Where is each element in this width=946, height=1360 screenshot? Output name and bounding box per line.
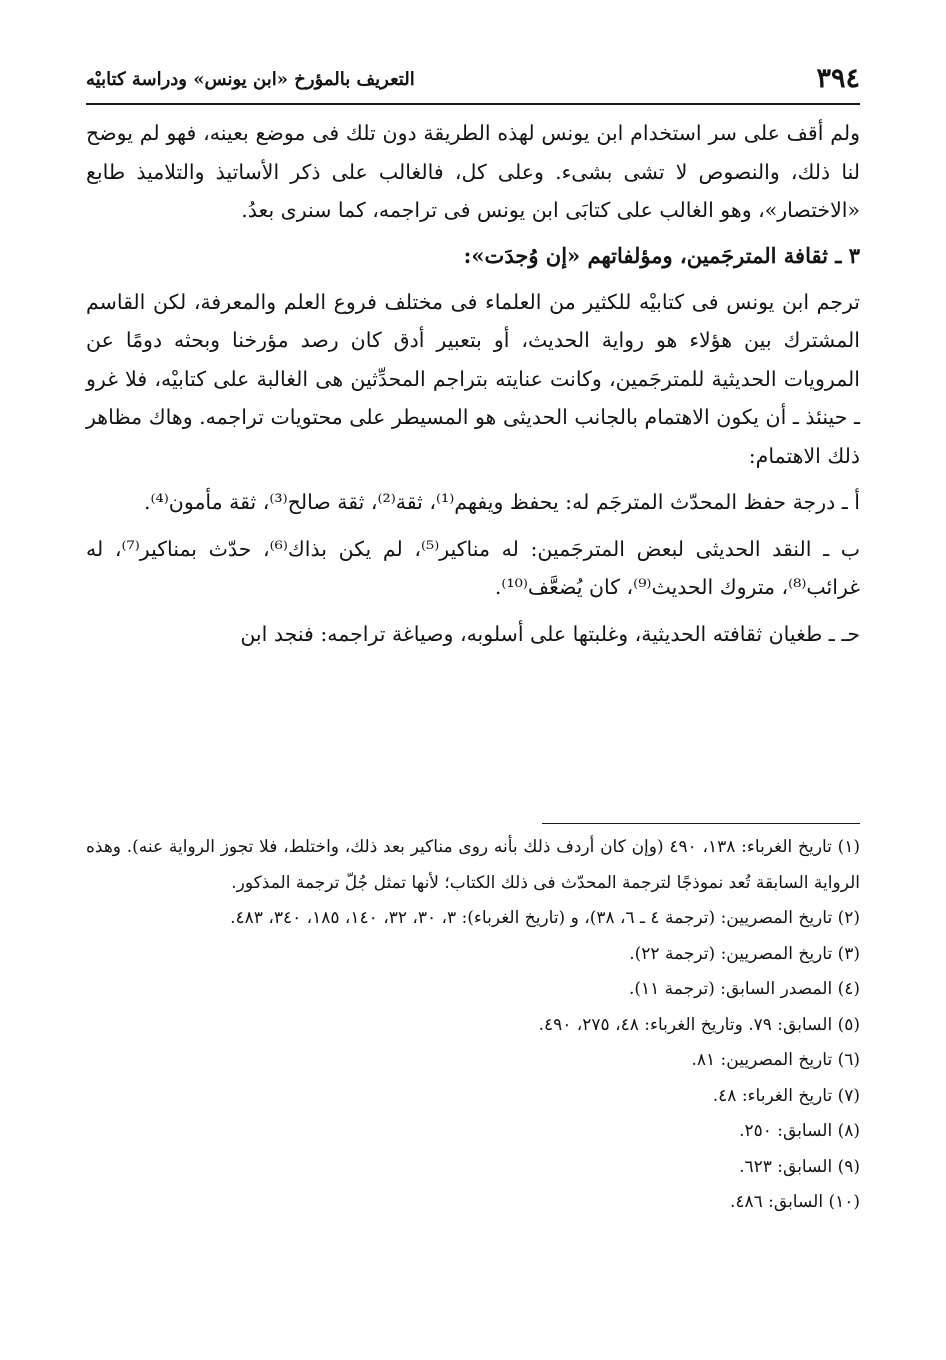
page-header xyxy=(86,60,860,100)
footnote-rule xyxy=(542,823,860,824)
paragraph-1: ولم أقف على سر استخدام ابن يونس لهذه الطريقة دون تلك فى موضع بعينه، فهو لم يوضح لنا ذلك، والنصوص لا تشى بشىء. وعلى كل، فالغالب على ذكر الأساتيذ والتلاميذ طابع «الاختصار»، وهو الغالب على كتابَى ابن يونس فى تراجمه، كما سنرى بعدُ. xyxy=(86,121,860,222)
section-heading: ٣ ـ ثقافة المترجَمين، ومؤلفاتهم «إن وُجدَت»: xyxy=(463,242,860,268)
footnotes xyxy=(86,830,860,1221)
footnote-10: (١٠) السابق: ٤٨٦. xyxy=(729,1192,860,1212)
body-text xyxy=(86,114,860,653)
list-item-b: ب ـ النقد الحديثى لبعض المترجَمين: له مناكير⁽⁵⁾، لم يكن بذاك⁽⁶⁾، حدّث بمناكير⁽⁷⁾، له غرائب⁽⁸⁾، متروك الحديث⁽⁹⁾، كان يُضعَّف⁽¹⁰⁾. xyxy=(86,536,860,599)
footnote-8: (٨) السابق: ٢٥٠. xyxy=(739,1121,860,1141)
running-title: التعريف بالمؤرخ «ابن يونس» ودراسة كتابيْه xyxy=(86,69,415,90)
footnote-5: (٥) السابق: ٧٩. وتاريخ الغرباء: ٤٨، ٢٧٥، ٤٩٠. xyxy=(538,1014,860,1035)
list-item-a: أ ـ درجة حفظ المحدّث المترجَم له: يحفظ ويفهم⁽¹⁾، ثقة⁽²⁾، ثقة صالح⁽³⁾، ثقة مأمون⁽⁴⁾. xyxy=(143,490,860,514)
page-number: ٣٩٤ xyxy=(816,63,860,94)
footnote-6: (٦) تاريخ المصريين: ٨١. xyxy=(691,1050,860,1070)
footnote-2: (٢) تاريخ المصريين: (ترجمة ٤ ـ ٦، ٣٨)، و (تاريخ الغرباء): ٣، ٣٠، ٣٢، ١٤٠، ١٨٥، ٣٤٠، ٤٨٣. xyxy=(230,908,860,928)
list-item-c: حـ ـ طغيان ثقافته الحديثية، وغلبتها على أسلوبه، وصياغة تراجمه: فنجد ابن xyxy=(240,621,860,646)
footnote-7: (٧) تاريخ الغرباء: ٤٨. xyxy=(712,1085,860,1106)
paragraph-2: ترجم ابن يونس فى كتابيْه للكثير من العلماء فى مختلف فروع العلم والمعرفة، لكن القاسم المشترك بين هؤلاء هو رواية الحديث، أو بتعبير أدق كان رصد مؤرخنا وبحثه دومًا عن المرويات الحديثية للمترجَمين، وكانت عنايته بتراجم المحدِّثين هى الغالبة على كتابيْه، فلا غرو ـ حينئذ ـ أن يكون الاهتمام بالجانب الحديثى هو المسيطر على محتويات تراجمه. وهاك مظاهر ذلك الاهتمام: xyxy=(86,289,860,468)
footnote-9: (٩) السابق: ٦٢٣. xyxy=(739,1156,860,1177)
header-rule xyxy=(86,103,860,105)
footnote-3: (٣) تاريخ المصريين: (ترجمة ٢٢). xyxy=(629,943,860,964)
footnote-1: (١) تاريخ الغرباء: ١٣٨، ٤٩٠ (وإن كان أردف ذلك بأنه روى مناكير بعد ذلك، واختلط، فلا تجوز الرواية عنه). وهذه الرواية السابقة تُعد نموذجًا لترجمة المحدّث فى ذلك الكتاب؛ لأنها تمثل جُلّ ترجمة المذكور. xyxy=(86,837,861,893)
footnote-4: (٤) المصدر السابق: (ترجمة ١١). xyxy=(628,979,860,999)
